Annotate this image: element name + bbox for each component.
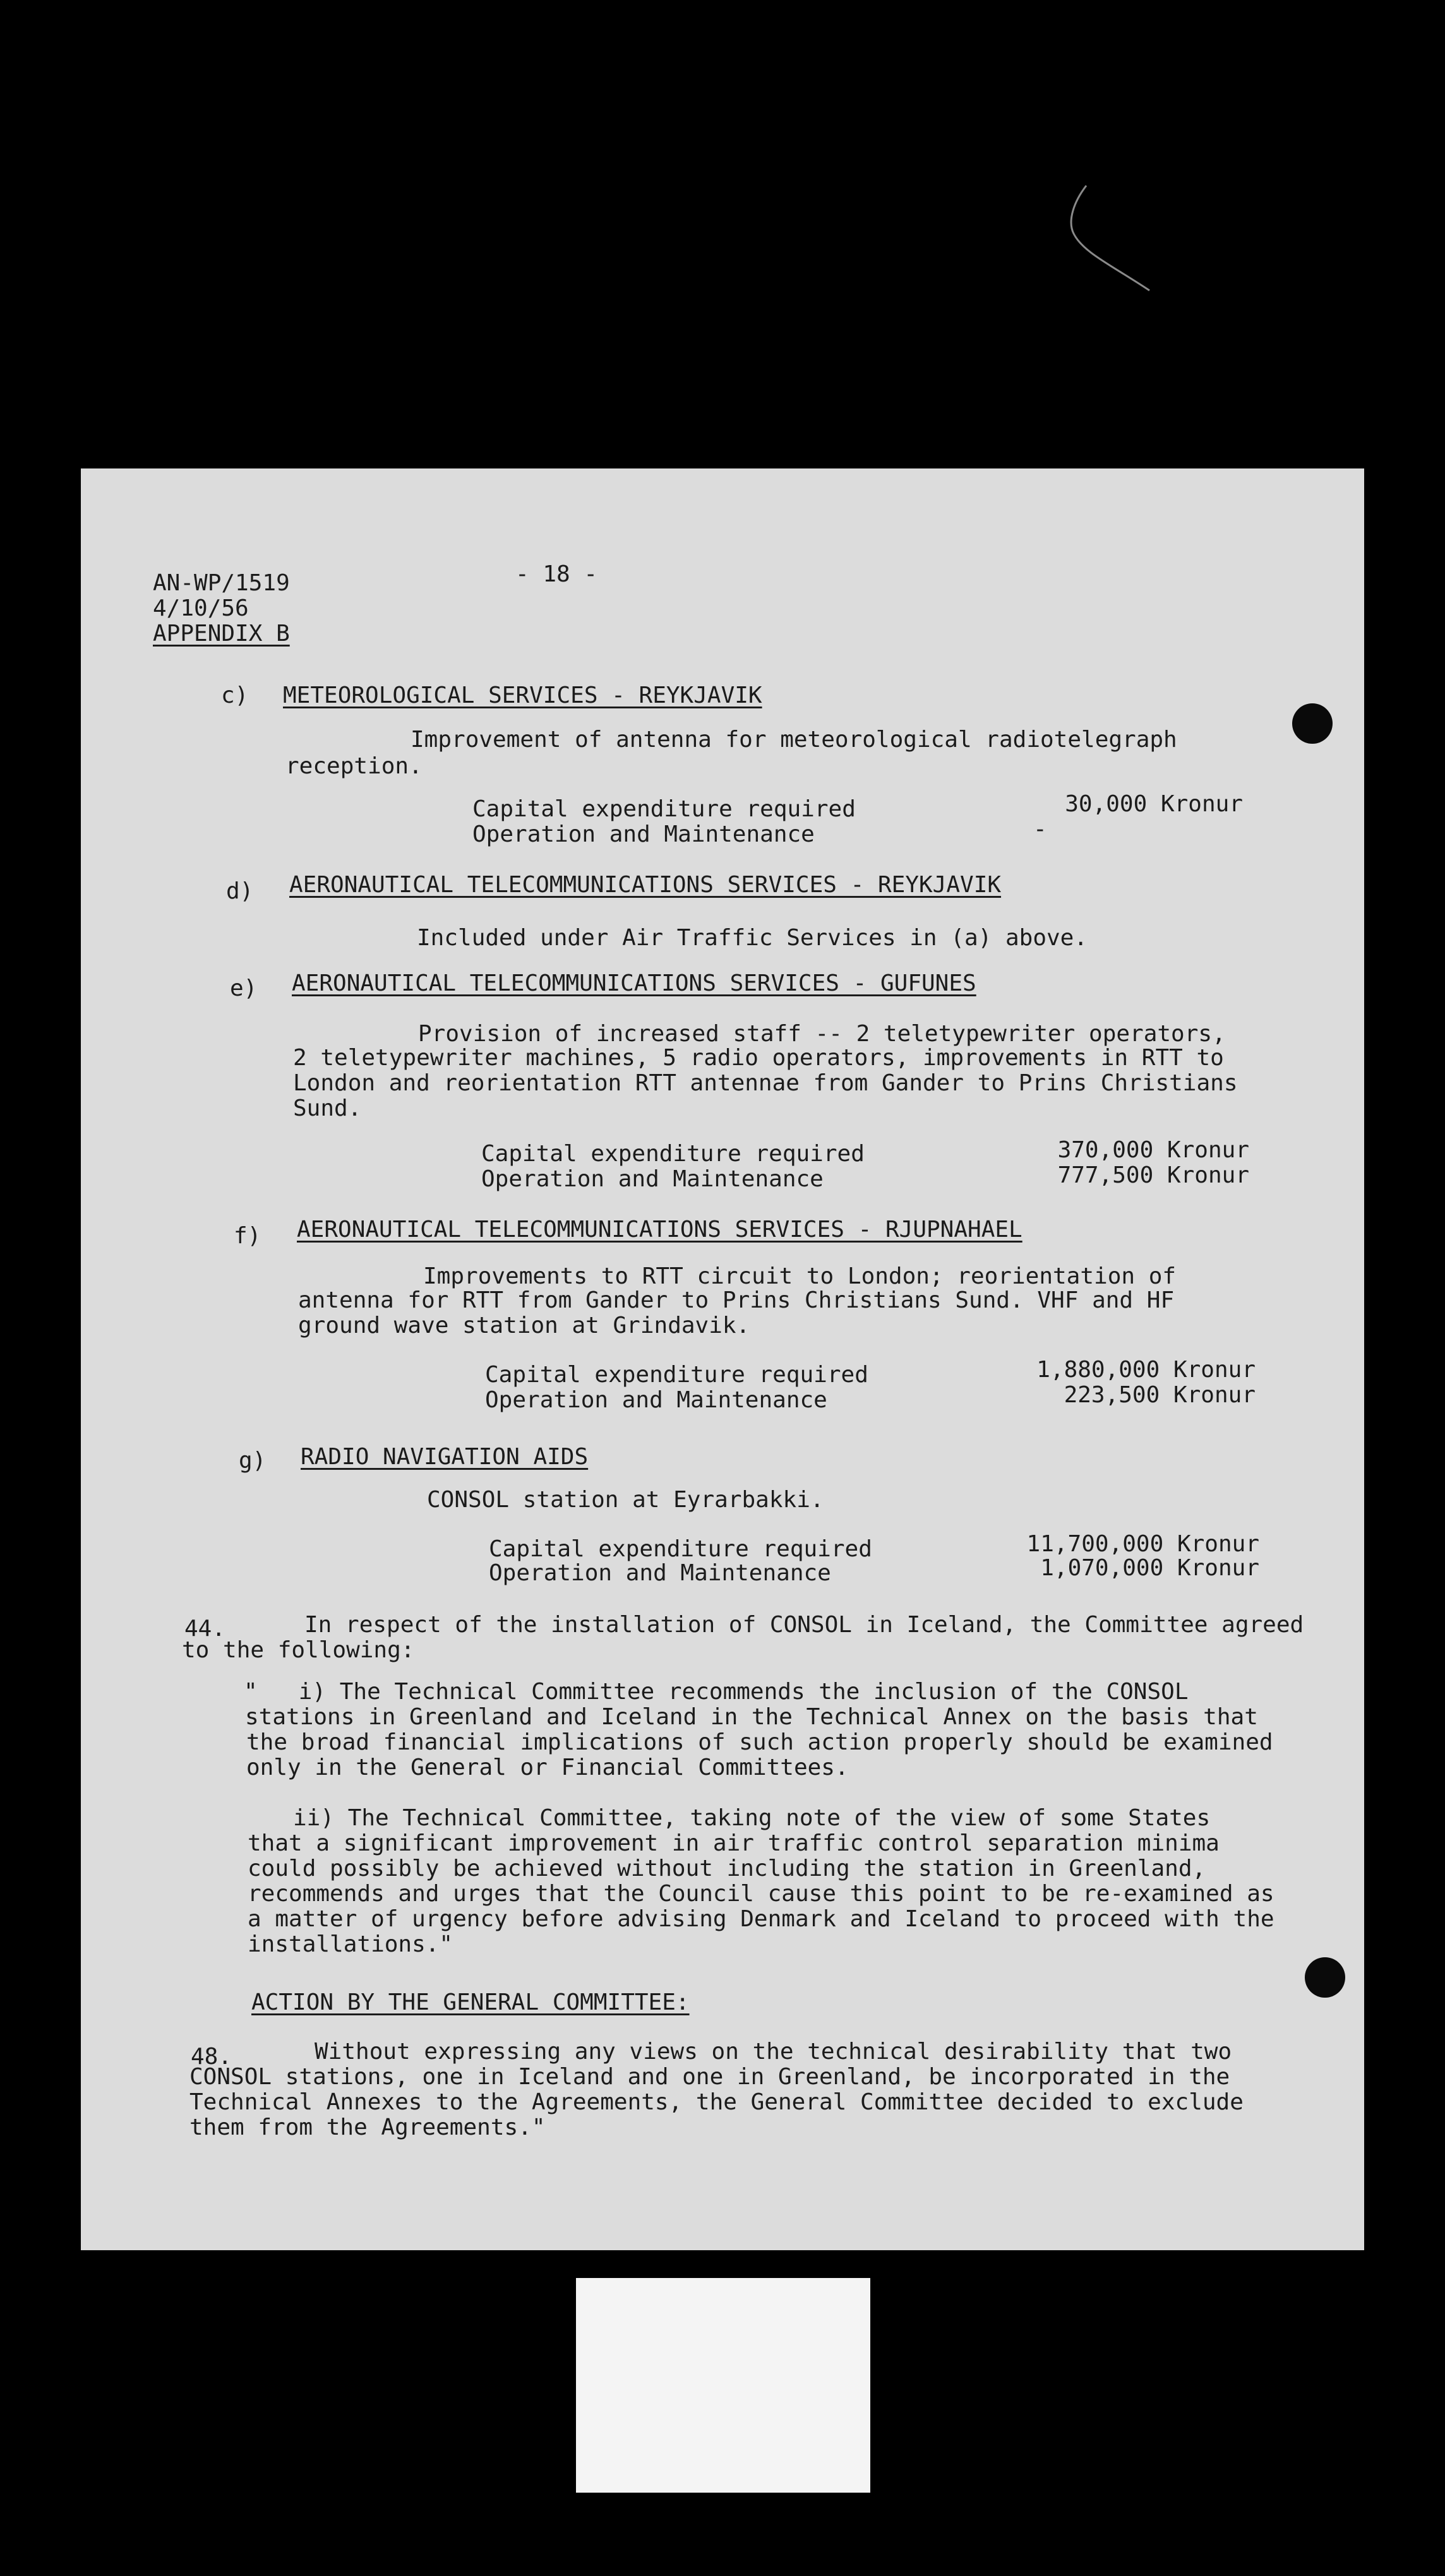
section-letter: e) <box>230 975 258 1001</box>
punch-hole-top <box>1292 703 1333 744</box>
cost-amount: 1,880,000 Kronur <box>1036 1357 1256 1383</box>
paragraph-line: to the following: <box>182 1637 415 1663</box>
cost-amount: 777,500 Kronur <box>1057 1162 1249 1188</box>
section-heading: METEOROLOGICAL SERVICES - REYKJAVIK <box>283 683 762 708</box>
cost-amount: 370,000 Kronur <box>1057 1137 1249 1163</box>
action-heading: ACTION BY THE GENERAL COMMITTEE: <box>251 1989 690 2015</box>
paragraph-number: 48. <box>191 2044 232 2070</box>
film-scratch <box>1061 183 1162 297</box>
quote-line: stations in Greenland and Iceland in the Technical Annex on the basis that <box>245 1704 1258 1730</box>
quote-line: could possibly be achieved without including the station in Greenland, <box>248 1856 1206 1881</box>
quote-line: installations." <box>248 1931 453 1957</box>
paragraph-line: Technical Annexes to the Agreements, the General Committee decided to exclude <box>189 2089 1244 2115</box>
section-heading: AERONAUTICAL TELECOMMUNICATIONS SERVICES - REYKJAVIK <box>289 872 1002 898</box>
section-heading: AERONAUTICAL TELECOMMUNICATIONS SERVICES - GUFUNES <box>292 970 976 996</box>
section-heading: RADIO NAVIGATION AIDS <box>301 1444 589 1470</box>
paragraph-line: CONSOL stations, one in Iceland and one in Greenland, be incorporated in the <box>189 2064 1230 2090</box>
cost-label: Capital expenditure required <box>481 1141 865 1167</box>
section-body-line: ground wave station at Grindavik. <box>298 1313 750 1339</box>
quote-line: that a significant improvement in air traffic control separation minima <box>248 1830 1220 1856</box>
section-heading: AERONAUTICAL TELECOMMUNICATIONS SERVICES - RJUPNAHAEL <box>297 1217 1022 1243</box>
quote-line: a matter of urgency before advising Denmark and Iceland to proceed with the <box>248 1906 1274 1932</box>
paragraph-line: them from the Agreements." <box>189 2114 546 2140</box>
appendix-label: APPENDIX B <box>153 621 290 647</box>
cost-label: Capital expenditure required <box>485 1362 868 1388</box>
quote-line: the broad financial implications of such action properly should be examined <box>246 1729 1273 1755</box>
section-letter: d) <box>226 878 254 904</box>
paragraph-line: In respect of the installation of CONSOL in Iceland, the Committee agreed <box>304 1612 1304 1638</box>
quote-line: only in the General or Financial Committees. <box>246 1755 849 1780</box>
cost-amount: - <box>1033 816 1047 842</box>
section-letter: g) <box>239 1448 267 1474</box>
cost-label: Capital expenditure required <box>472 796 856 822</box>
punch-hole-bottom <box>1305 1957 1345 1998</box>
cost-label: Operation and Maintenance <box>472 821 815 847</box>
cost-label: Operation and Maintenance <box>485 1387 827 1413</box>
section-body-line: CONSOL station at Eyrarbakki. <box>427 1487 824 1513</box>
section-body-line: Improvement of antenna for meteorological radiotelegraph <box>411 727 1177 753</box>
cost-amount: 1,070,000 Kronur <box>1040 1555 1259 1581</box>
cost-amount: 223,500 Kronur <box>1064 1382 1256 1408</box>
section-body-line: antenna for RTT from Gander to Prins Christians Sund. VHF and HF <box>298 1287 1175 1313</box>
cost-label: Capital expenditure required <box>489 1536 872 1562</box>
section-body-line: London and reorientation RTT antennae from Gander to Prins Christians <box>293 1070 1238 1096</box>
section-body-line: 2 teletypewriter machines, 5 radio operators, improvements in RTT to <box>293 1045 1224 1071</box>
document-page <box>81 468 1364 2250</box>
section-body-line: Improvements to RTT circuit to London; reorientation of <box>423 1263 1177 1289</box>
section-body-line: reception. <box>285 753 423 779</box>
cost-amount: 30,000 Kronur <box>1065 791 1243 817</box>
section-body-line: Sund. <box>293 1095 362 1121</box>
doc-date: 4/10/56 <box>153 595 249 621</box>
quote-line: " i) The Technical Committee recommends the inclusion of the CONSOL <box>244 1679 1189 1705</box>
cost-amount: 11,700,000 Kronur <box>1026 1531 1259 1557</box>
doc-reference: AN-WP/1519 <box>153 570 290 596</box>
blank-slip <box>576 2278 870 2493</box>
page-number: - 18 - <box>515 561 598 587</box>
section-body-line: Included under Air Traffic Services in (a) above. <box>417 925 1088 951</box>
quote-line: ii) The Technical Committee, taking note of the view of some States <box>293 1805 1211 1831</box>
cost-label: Operation and Maintenance <box>489 1560 831 1586</box>
quote-line: recommends and urges that the Council cause this point to be re-examined as <box>248 1881 1274 1907</box>
section-body-line: Provision of increased staff -- 2 teletypewriter operators, <box>418 1021 1226 1047</box>
paragraph-number: 44. <box>184 1616 226 1642</box>
cost-label: Operation and Maintenance <box>481 1166 824 1192</box>
section-letter: c) <box>221 683 249 708</box>
section-letter: f) <box>234 1223 261 1249</box>
paragraph-line: Without expressing any views on the technical desirability that two <box>315 2039 1232 2065</box>
